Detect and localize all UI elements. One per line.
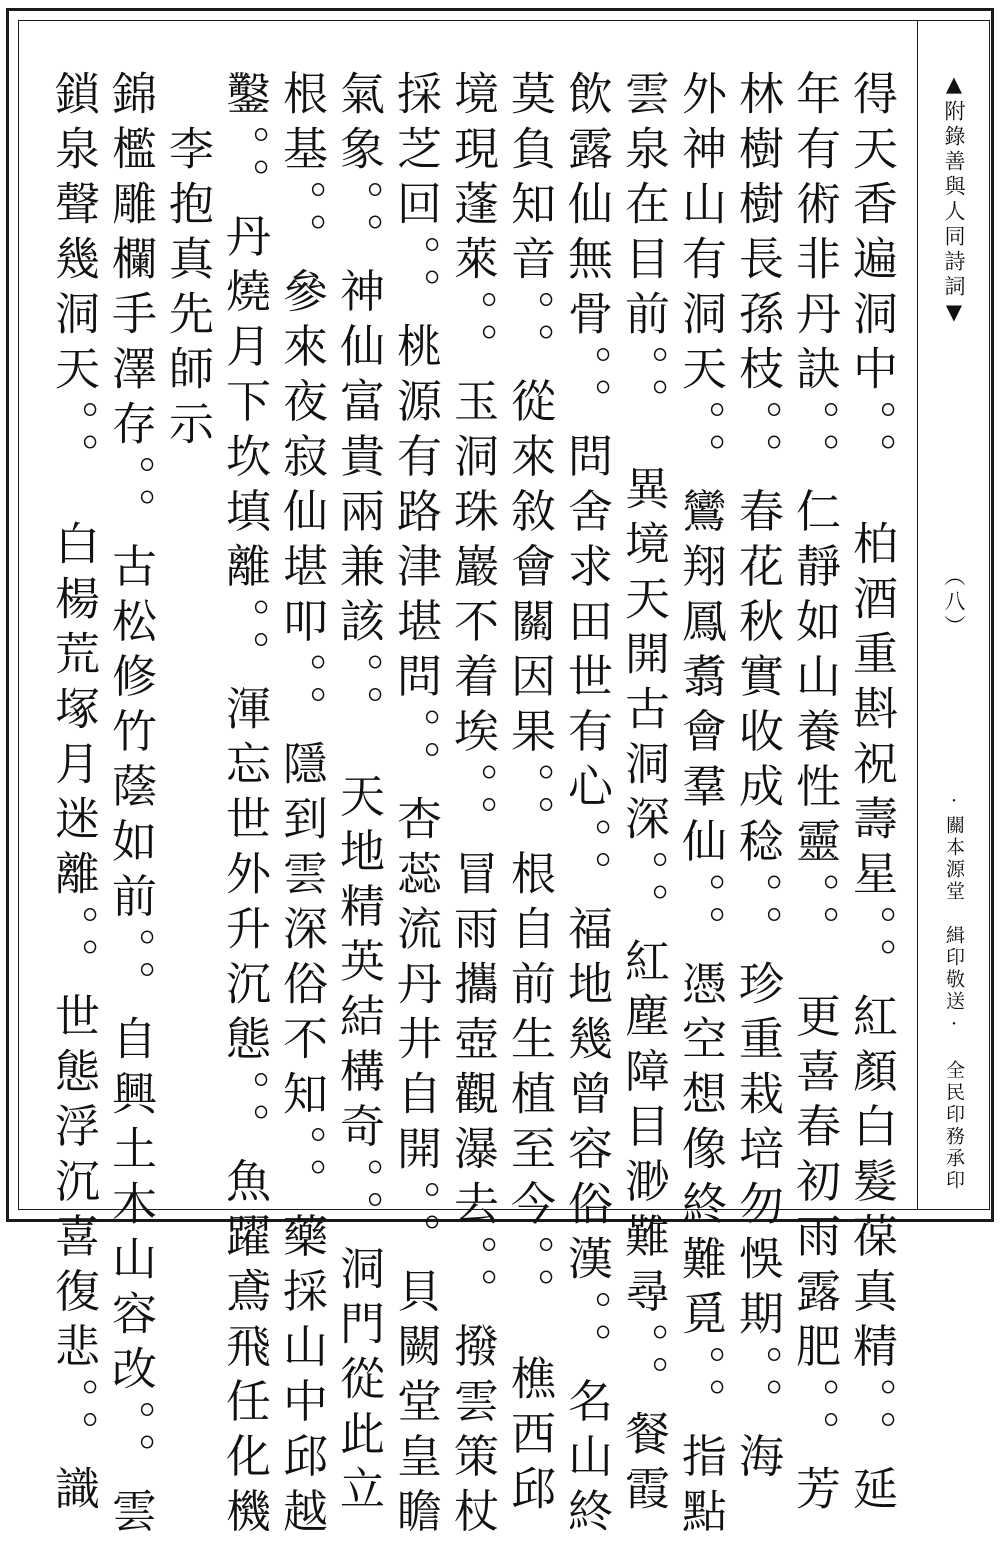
text-column-12: 鑿。。丹燒月下坎填離。。渾忘世外升沉態。。魚躍鳶飛任化機 [218,70,271,1543]
text-column-3: 林樹樹長孫枝。。春花秋實收成稔。。珍重栽培勿悞期。。海 [731,70,784,1488]
text-column-1: 得天香遍洞中。。 柏酒重斟祝壽星。。紅顏白髮葆真精。。延 [845,70,898,1520]
text-column-4: 外神山有洞天。。鸞翔鳳翥會羣仙。。憑空想像終難覓。。指點 [674,70,727,1543]
page-number: （八） [942,565,966,640]
text-column-15: 鎖泉聲幾洞天。。 白楊荒塚月迷離。。世態浮沉喜復悲。。識 [47,70,100,1520]
text-column-6: 飲露仙無骨。。問舍求田世有心。。福地幾曾容俗漢。。名山終 [560,70,613,1543]
text-column-2: 年有術非丹訣。。仁靜如山養性靈。。 更喜春初雨露肥。。芳 [788,70,841,1520]
text-column-13: 李抱真先師示 [161,70,214,455]
text-column-9: 採芝回。。桃源有路津堪問。。杏蕊流丹井自開。。貝闕堂皇瞻 [389,70,442,1543]
text-column-10: 氣象。。神仙富貴兩兼該。。 天地精英結構奇。。洞門從此立 [332,70,385,1520]
publisher-credit: ·關本源堂 緝印敬送· [943,790,965,1038]
text-column-8: 境現蓬萊。。玉洞珠巖不着埃。。冒雨攜壺觀瀑去。。撥雲策杖 [446,70,499,1543]
printer-credit: 全民印務承印 [943,1060,965,1192]
text-column-11: 根基。。參來夜寂仙堪叩。。隱到雲深俗不知。。藥採山中邱越 [275,70,328,1543]
text-column-14: 錦檻雕欄手澤存。。古松修竹蔭如前。。自興土木山容改。。雲 [104,70,157,1543]
text-column-7: 莫負知音。。從來敘會關因果。。根自前生植至今。。 樵西邱 [503,70,556,1520]
text-column-5: 雲泉在目前。。 異境天開古洞深。。紅塵障目渺難尋。。餐霞 [617,70,670,1520]
margin-title: ▲附錄善與人同詩詞▼ [942,72,966,328]
